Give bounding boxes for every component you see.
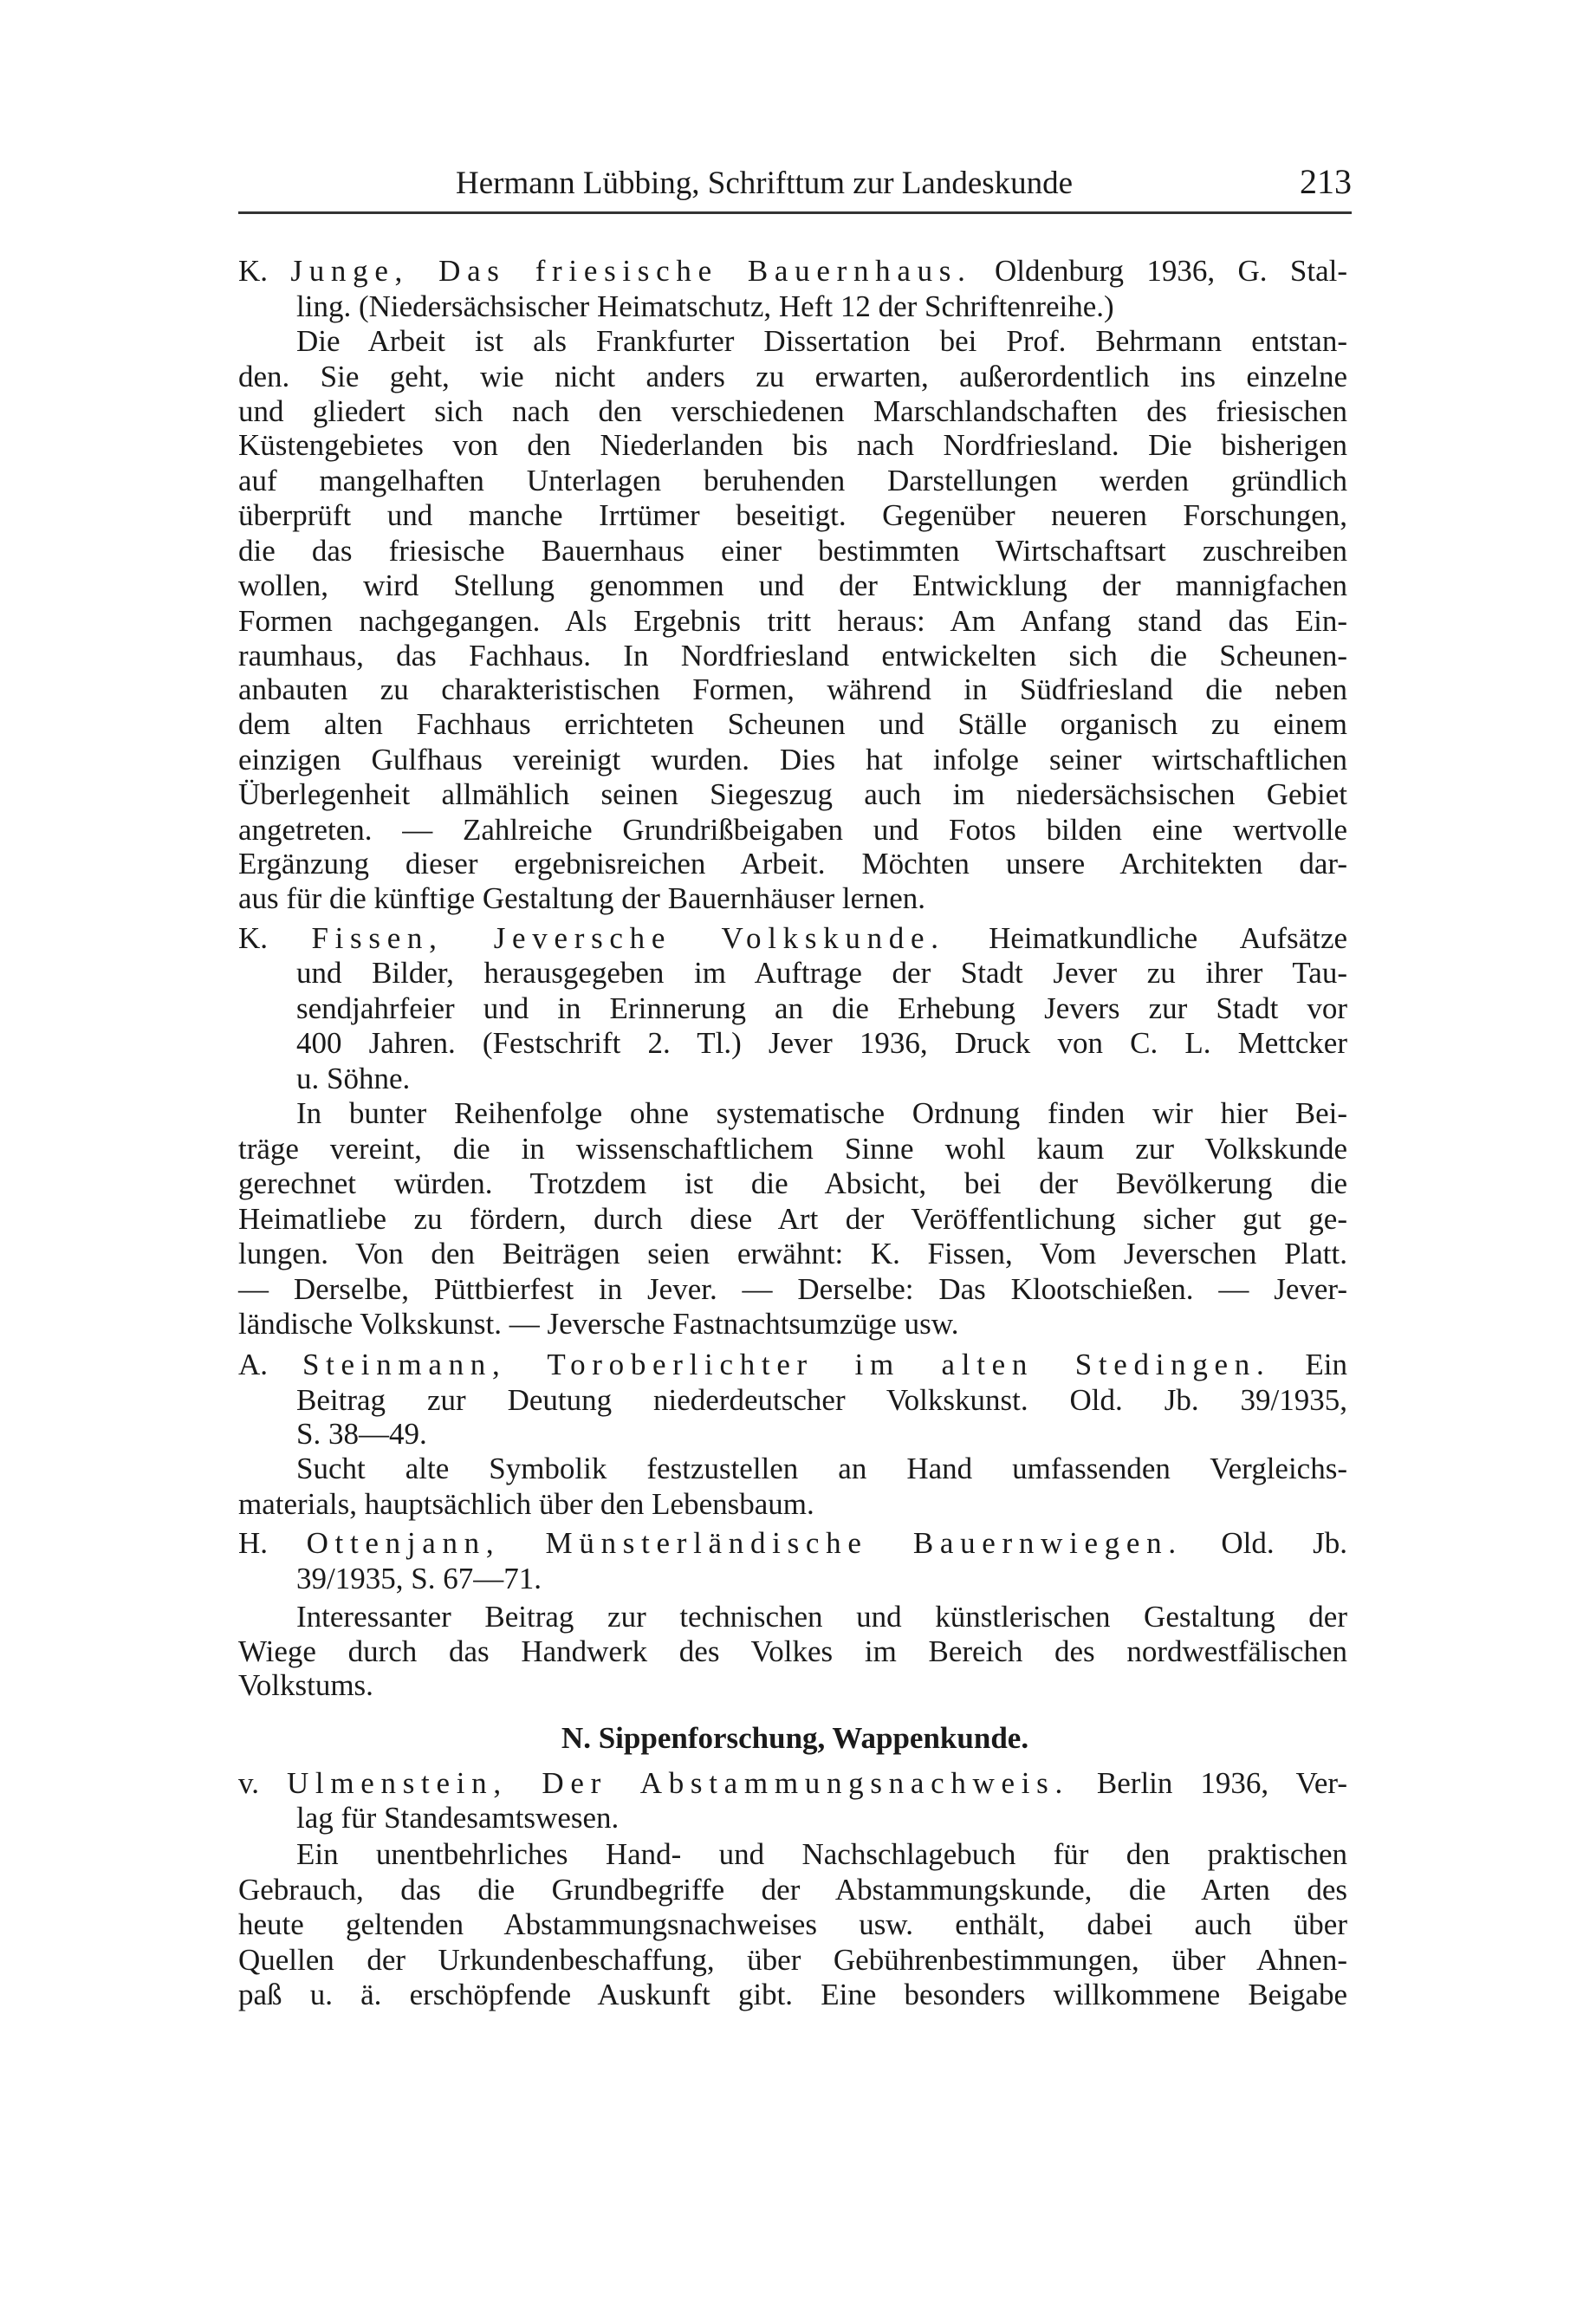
author-initial: H. <box>238 1526 307 1560</box>
line-text: raumhaus, das Fachhaus. In Nordfriesland entwickelten sich die Scheunen- <box>238 639 1347 672</box>
line-text: lungen. Von den Beiträgen seien erwähnt: K. Fissen, Vom Jeverschen Platt. <box>238 1237 1347 1270</box>
spaced-author-title: Fissen, Jeversche Volkskunde. <box>311 921 945 955</box>
text-line <box>238 707 1347 742</box>
text-line <box>238 777 1347 812</box>
text-line <box>238 1873 1347 1907</box>
text-line <box>238 1132 1347 1166</box>
text-line <box>238 1634 1347 1669</box>
line-text: lag für Standesamtswesen. <box>296 1801 620 1835</box>
line-text: Quellen der Urkundenbeschaffung, über Gebührenbestimmungen, über Ahnen- <box>238 1943 1347 1977</box>
text-line <box>238 1943 1347 1978</box>
text-line <box>238 639 1347 673</box>
author-initial: K. <box>238 921 312 955</box>
text-line <box>296 991 1347 1026</box>
text-line <box>296 1096 1347 1131</box>
line-text: anbauten zu charakteristischen Formen, während in Südfriesland die neben <box>238 672 1347 706</box>
line-text: 39/1935, S. 67—71. <box>296 1562 542 1595</box>
text-line <box>238 813 1347 848</box>
line-text: S. 38—49. <box>296 1417 427 1451</box>
line-text: überprüft und manche Irrtümer beseitigt. Gegenüber neueren Forschungen, <box>238 498 1347 532</box>
text-line <box>238 1166 1347 1201</box>
text-line <box>238 847 1347 881</box>
text-line <box>296 1062 410 1096</box>
text-line <box>238 881 925 916</box>
text-line <box>238 464 1347 498</box>
line-text: Heimatliebe zu fördern, durch diese Art der Veröffentlichung sicher gut ge- <box>238 1202 1347 1236</box>
line-text: und gliedert sich nach den verschiedenen Marschlandschaften des friesischen <box>238 394 1347 428</box>
spaced-author-title: Ottenjann, Münsterländische Bauernwiegen. <box>306 1526 1183 1560</box>
line-text: Ein <box>1270 1348 1347 1381</box>
line-text: auf mangelhaften Unterlagen beruhenden Darstellungen werden gründlich <box>238 464 1347 497</box>
line-text: angetreten. — Zahlreiche Grundrißbeigaben und Fotos bilden eine wertvolle <box>238 813 1347 847</box>
line-text: Gebrauch, das die Grundbegriffe der Abstammungskunde, die Arten des <box>238 1873 1347 1907</box>
line-text: Volkstums. <box>238 1668 373 1702</box>
line-text: sendjahrfeier und in Erinnerung an die Erhebung Jevers zur Stadt vor <box>296 991 1347 1025</box>
citation-line <box>238 921 1347 956</box>
text-line <box>238 394 1347 429</box>
line-text: dem alten Fachhaus errichteten Scheunen und Ställe organisch zu einem <box>238 707 1347 741</box>
text-line <box>296 1600 1347 1634</box>
line-text: wollen, wird Stellung genommen und der Entwicklung der mannigfachen <box>238 569 1347 602</box>
text-line <box>296 1417 427 1452</box>
line-text: einzigen Gulfhaus vereinigt wurden. Dies hat infolge seiner wirtschaftlichen <box>238 743 1347 776</box>
line-text: den. Sie geht, wie nicht anders zu erwarten, außerordentlich ins einzelne <box>238 360 1347 393</box>
author-initial: v. <box>238 1766 287 1800</box>
line-text: Interessanter Beitrag zur technischen und künstlerischen Gestaltung der <box>296 1600 1347 1634</box>
spaced-author-title: Steinmann, Toroberlichter im alten Stedingen. <box>302 1348 1271 1381</box>
text-line <box>296 324 1347 359</box>
citation-line <box>238 1526 1347 1561</box>
section-heading: N. Sippenforschung, Wappenkunde. <box>561 1721 1029 1755</box>
line-text: Ergänzung dieser ergebnisreichen Arbeit. Möchten unsere Architekten dar- <box>238 847 1347 880</box>
line-text: Ein unentbehrliches Hand- und Nachschlagebuch für den praktischen <box>296 1837 1347 1871</box>
line-text: heute geltenden Abstammungsnachweises usw. enthält, dabei auch über <box>238 1907 1347 1941</box>
line-text: Berlin 1936, Ver- <box>1068 1766 1347 1800</box>
line-text: Formen nachgegangen. Als Ergebnis tritt heraus: Am Anfang stand das Ein- <box>238 604 1347 638</box>
line-text: ländische Volkskunst. — Jeversche Fastnachtsumzüge usw. <box>238 1307 959 1341</box>
line-text: Oldenburg 1936, G. Stal- <box>971 254 1348 288</box>
text-line <box>238 1668 373 1703</box>
text-line <box>238 428 1347 463</box>
spaced-author-title: Junge, Das friesische Bauernhaus. <box>290 254 972 288</box>
text-line <box>296 289 1114 324</box>
author-initial: A. <box>238 1348 302 1381</box>
line-text: ling. (Niedersächsischer Heimatschutz, Heft 12 der Schriftenreihe.) <box>296 289 1114 323</box>
line-text: aus für die künftige Gestaltung der Bauernhäuser lernen. <box>238 881 926 915</box>
text-line <box>238 743 1347 777</box>
line-text: Beitrag zur Deutung niederdeutscher Volkskunst. Old. Jb. 39/1935, <box>296 1383 1347 1417</box>
line-text: Wiege durch das Handwerk des Volkes im Bereich des nordwestfälischen <box>238 1634 1347 1668</box>
text-line <box>238 1307 958 1342</box>
line-text: Old. Jb. <box>1182 1526 1347 1560</box>
text-line <box>238 1237 1347 1271</box>
text-line <box>238 672 1347 707</box>
line-text: und Bilder, herausgegeben im Auftrage der Stadt Jever zu ihrer Tau- <box>296 956 1347 990</box>
line-text: Heimatkundliche Aufsätze <box>944 921 1348 955</box>
text-line <box>238 569 1347 603</box>
text-line <box>296 1801 619 1835</box>
line-text: 400 Jahren. (Festschrift 2. Tl.) Jever 1936, Druck von C. L. Mettcker <box>296 1026 1347 1060</box>
line-text: Küstengebietes von den Niederlanden bis nach Nordfriesland. Die bisherigen <box>238 428 1347 462</box>
line-text: Die Arbeit ist als Frankfurter Dissertation bei Prof. Behrmann entstan- <box>296 324 1347 358</box>
line-text: u. Söhne. <box>296 1062 411 1095</box>
text-line <box>238 1487 814 1522</box>
text-line <box>238 498 1347 533</box>
text-line <box>238 360 1347 394</box>
text-line <box>238 534 1347 569</box>
page-number: 213 <box>1300 162 1352 201</box>
text-line <box>296 1383 1347 1418</box>
line-text: die das friesische Bauernhaus einer bestimmten Wirtschaftsart zuschreiben <box>238 534 1347 568</box>
line-text: — Derselbe, Püttbierfest in Jever. — Derselbe: Das Klootschießen. — Jever- <box>238 1272 1347 1306</box>
line-text: gerechnet würden. Trotzdem ist die Absicht, bei der Bevölkerung die <box>238 1166 1347 1200</box>
spaced-author-title: Ulmenstein, Der Abstammungsnachweis. <box>286 1766 1069 1800</box>
line-text: Sucht alte Symbolik festzustellen an Hand umfassenden Vergleichs- <box>296 1452 1347 1485</box>
text-line <box>296 956 1347 991</box>
text-line <box>296 1837 1347 1872</box>
citation-line <box>238 254 1347 289</box>
citation-line <box>238 1348 1347 1382</box>
text-line <box>238 1202 1347 1237</box>
text-line <box>296 1562 542 1596</box>
line-text: In bunter Reihenfolge ohne systematische Ordnung finden wir hier Bei- <box>296 1096 1347 1130</box>
running-title: Hermann Lübbing, Schrifttum zur Landeskunde <box>456 166 1074 201</box>
text-line <box>238 1978 1347 2012</box>
line-text: materials, hauptsächlich über den Lebensbaum. <box>238 1487 814 1521</box>
line-text: Überlegenheit allmählich seinen Siegeszug auch im niedersächsischen Gebiet <box>238 777 1347 811</box>
text-line <box>238 604 1347 639</box>
line-text: träge vereint, die in wissenschaftlichem Sinne wohl kaum zur Volkskunde <box>238 1132 1347 1166</box>
author-initial: K. <box>238 254 291 288</box>
text-line <box>296 1452 1347 1486</box>
text-line <box>238 1272 1347 1307</box>
line-text: paß u. ä. erschöpfende Auskunft gibt. Eine besonders willkommene Beigabe <box>238 1978 1347 2011</box>
header-rule <box>238 211 1352 214</box>
text-line <box>238 1907 1347 1942</box>
text-line <box>296 1026 1347 1061</box>
citation-line <box>238 1766 1347 1801</box>
